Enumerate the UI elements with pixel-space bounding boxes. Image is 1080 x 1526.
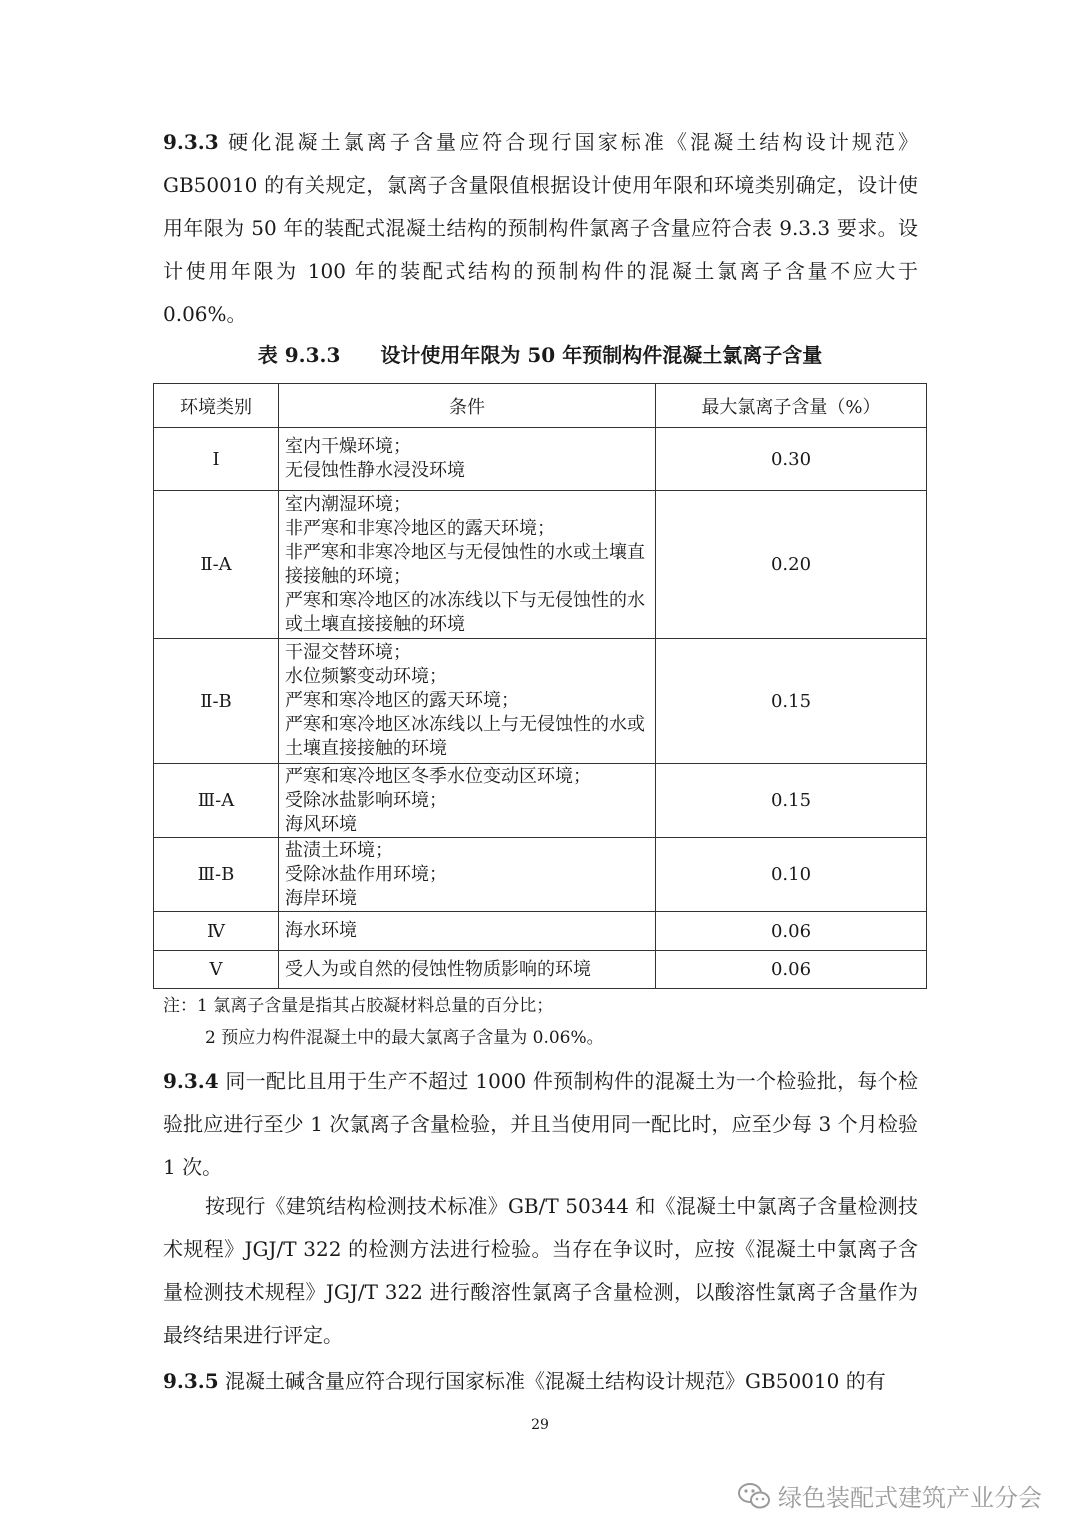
condition-line: 室内干燥环境； [285,436,411,457]
conditions [279,838,656,912]
env-class: Ⅱ-A [154,491,279,639]
condition-line: 受除冰盐影响环境； [285,789,447,811]
table-caption: 表 9.3.3 设计使用年限为 50 年预制构件混凝土氯离子含量 [257,343,823,367]
condition-line: 非严寒和非寒冷地区与无侵蚀性的水或土壤直接接触的环境； [285,541,645,587]
conditions [279,764,656,838]
condition-line: 非严寒和非寒冷地区的露天环境； [285,517,555,539]
env-class: Ⅲ-A [154,764,279,838]
max-chloride-value: 0.20 [656,491,927,639]
condition-line: 无侵蚀性静水浸没环境 [285,460,465,481]
max-chloride-value: 0.10 [656,838,927,912]
note-1: 注：1 氯离子含量是指其占胶凝材料总量的百分比； [163,996,554,1016]
max-chloride-value: 0.30 [656,428,927,491]
env-class: Ⅲ-B [154,838,279,912]
condition-line: 严寒和寒冷地区的冰冻线以下与无侵蚀性的水或土壤直接接触的环境 [285,589,645,635]
condition-line: 室内潮湿环境； [285,493,411,515]
env-class: Ⅴ [154,951,279,989]
section-9-3-4 [163,1060,918,1189]
chloride-table [153,383,927,989]
section-number: 9.3.5 [163,1369,219,1393]
condition-line: 水位频繁变动环境； [285,666,447,687]
note-2: 2 预应力构件混凝土中的最大氯离子含量为 0.06%。 [205,1028,604,1048]
condition-line: 盐渍土环境； [285,839,393,861]
condition-line: 受除冰盐作用环境； [285,863,447,885]
header-max-content: 最大氯离子含量（%） [656,384,927,428]
table-row [154,912,927,951]
conditions [279,912,656,951]
condition-line: 海风环境 [285,813,357,835]
max-chloride-value: 0.06 [656,912,927,951]
env-class: Ⅱ-B [154,639,279,764]
section-9-3-4-paragraph-2: 按现行《建筑结构检测技术标准》GB/T 50344 和《混凝土中氯离子含量检测技术规程》JGJ/T 322 的检测方法进行检验。当存在争议时，应按《混凝土中氯离子含量检测技术规程》JGJ/T 322 进行酸溶性氯离子含量检测，以酸溶性氯离子含量作为最终结果进行评定。 [163,1194,918,1347]
condition-line: 干湿交替环境； [285,642,411,663]
table-row [154,951,927,989]
wechat-icon [736,1481,772,1511]
conditions [279,951,656,989]
conditions [279,639,656,764]
table-row [154,428,927,491]
condition-line: 海水环境 [285,920,357,941]
condition-line: 海岸环境 [285,887,357,909]
table-notes [163,990,918,1054]
max-chloride-value: 0.15 [656,639,927,764]
table-row [154,639,927,764]
env-class: Ⅰ [154,428,279,491]
header-condition: 条件 [279,384,656,428]
condition-line: 严寒和寒冷地区的露天环境； [285,690,519,711]
condition-line: 严寒和寒冷地区冬季水位变动区环境； [285,765,591,787]
conditions [279,428,656,491]
env-class: Ⅳ [154,912,279,951]
section-text: 同一配比且用于生产不超过 1000 件预制构件的混凝土为一个检验批，每个检验批应进行至少 1 次氯离子含量检验，并且当使用同一配比时，应至少每 3 个月检验 1 次。 [163,1069,918,1179]
section-text: 混凝土碱含量应符合现行国家标准《混凝土结构设计规范》GB50010 的有 [225,1369,886,1393]
section-9-3-5 [163,1360,918,1403]
section-9-3-3 [163,121,918,336]
watermark-text: 绿色装配式建筑产业分会 [778,1484,1042,1512]
condition-line: 严寒和寒冷地区冰冻线以上与无侵蚀性的水或土壤直接接触的环境 [285,714,645,759]
page-number: 29 [531,1417,549,1433]
table-row [154,838,927,912]
max-chloride-value: 0.15 [656,764,927,838]
table-row [154,491,927,639]
section-number: 9.3.3 [163,130,219,154]
header-class: 环境类别 [154,384,279,428]
max-chloride-value: 0.06 [656,951,927,989]
section-number: 9.3.4 [163,1069,219,1093]
section-text: 硬化混凝土氯离子含量应符合现行国家标准《混凝土结构设计规范》GB50010 的有关规定，氯离子含量限值根据设计使用年限和环境类别确定，设计使用年限为 50 年的装配式混凝土结构的预制构件氯离子含量应符合表 9.3.3 要求。设计使用年限为 100 年的装配式结构的预制构件的混凝土氯离子含量不应大于 0.06%。 [163,130,919,326]
table-header-row [154,384,927,428]
conditions [279,491,656,639]
watermark [736,1478,1042,1513]
condition-line: 受人为或自然的侵蚀性物质影响的环境 [285,958,591,980]
table-row [154,764,927,838]
